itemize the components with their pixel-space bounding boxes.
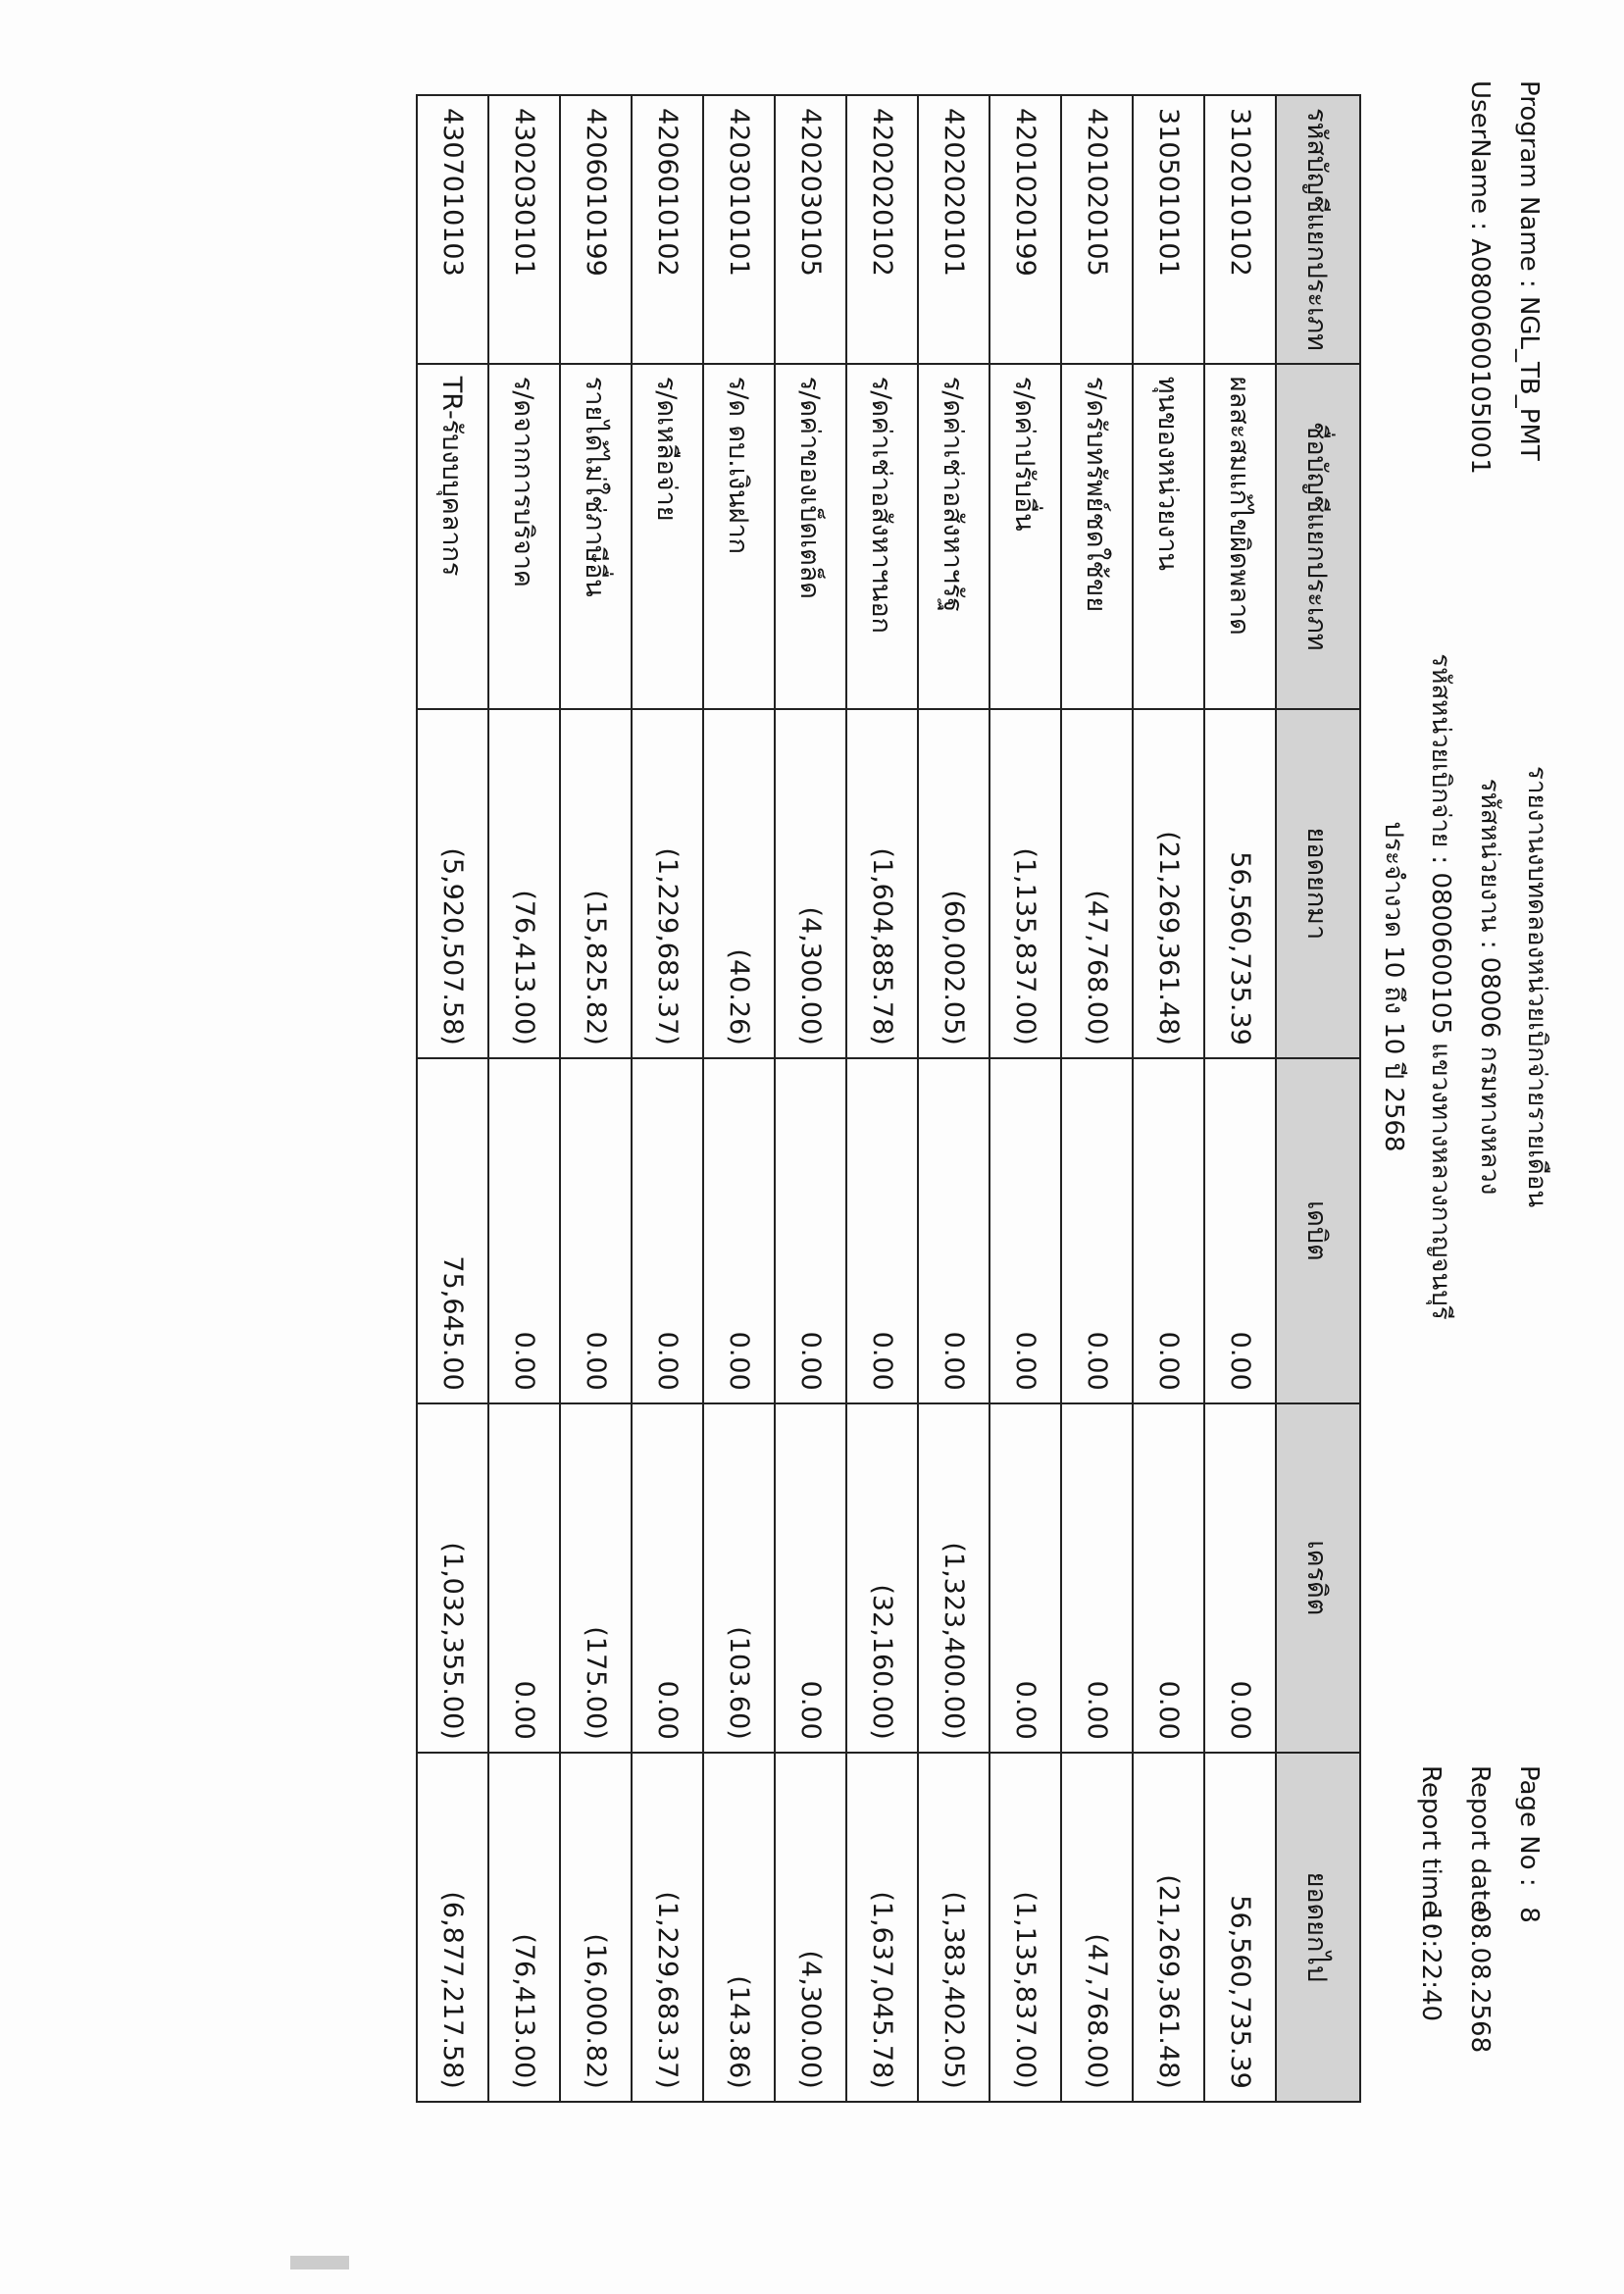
table-row — [1133, 95, 1204, 2102]
cell-code: 4206010199 — [560, 95, 632, 364]
cell-closing: (21,269,361.48) — [1133, 1753, 1204, 2102]
cell-credit: 0.00 — [775, 1403, 846, 1753]
user-name: UserName : A0800600105I001 — [1465, 80, 1495, 475]
cell-code: 4203010101 — [703, 95, 775, 364]
cell-code: 4307010103 — [417, 95, 488, 364]
cell-opening: (1,229,683.37) — [632, 709, 703, 1058]
cell-credit: 0.00 — [1061, 1403, 1133, 1753]
cell-credit: (1,032,355.00) — [417, 1403, 488, 1753]
cell-debit: 0.00 — [1061, 1058, 1133, 1403]
table-row — [1061, 95, 1133, 2102]
report-title: รายงานงบทดลองหน่วยเบิกจ่ายรายเดือน — [1522, 765, 1551, 1208]
cell-opening: (60,002.05) — [918, 709, 990, 1058]
cell-debit: 0.00 — [846, 1058, 918, 1403]
col-closing-balance: ยอดยกไป — [1276, 1753, 1360, 2102]
cell-name: ร/ดเหลือจ่าย — [632, 364, 703, 709]
cell-credit: 0.00 — [1133, 1403, 1204, 1753]
cell-code: 4201020105 — [1061, 95, 1133, 364]
table-row — [1204, 95, 1276, 2102]
cell-code: 3105010101 — [1133, 95, 1204, 364]
table-row — [417, 95, 488, 2102]
cell-code: 4302030101 — [488, 95, 560, 364]
cell-name: รายได้ไม่ใช่ภาษีอื่น — [560, 364, 632, 709]
cell-name: ทุนของหน่วยงาน — [1133, 364, 1204, 709]
time-value: 10:22:40 — [1416, 1907, 1446, 2022]
scan-mark — [290, 2256, 349, 2269]
cell-closing: (1,135,837.00) — [990, 1753, 1061, 2102]
col-debit: เดบิต — [1276, 1058, 1360, 1403]
program-name: Program Name : NGL_TB_PMT — [1514, 80, 1544, 461]
cell-debit: 75,645.00 — [417, 1058, 488, 1403]
disbursing-unit: รหัสหน่วยเบิกจ่าย : 0800600105 แขวงทางหลวงกาญจนบุรี — [1426, 653, 1455, 1320]
cell-code: 4202030105 — [775, 95, 846, 364]
cell-closing: (1,229,683.37) — [632, 1753, 703, 2102]
cell-debit: 0.00 — [1133, 1058, 1204, 1403]
date-value: 08.08.2568 — [1465, 1907, 1495, 2054]
report-date — [1465, 1765, 1495, 2053]
cell-opening: (1,135,837.00) — [990, 709, 1061, 1058]
cell-debit: 0.00 — [632, 1058, 703, 1403]
table-row — [703, 95, 775, 2102]
table-row — [775, 95, 846, 2102]
cell-opening: (5,920,507.58) — [417, 709, 488, 1058]
cell-credit: 0.00 — [1204, 1403, 1276, 1753]
cell-name: ผลสะสมแก้ไขผิดพลาด — [1204, 364, 1276, 709]
col-opening-balance: ยอดยกมา — [1276, 709, 1360, 1058]
cell-debit: 0.00 — [703, 1058, 775, 1403]
cell-credit: (32,160.00) — [846, 1403, 918, 1753]
cell-opening: (4,300.00) — [775, 709, 846, 1058]
cell-closing: (143.86) — [703, 1753, 775, 2102]
cell-debit: 0.00 — [990, 1058, 1061, 1403]
cell-code: 3102010102 — [1204, 95, 1276, 364]
cell-name: ร/ดค่าของเบ็ดเตล็ด — [775, 364, 846, 709]
page-label: Page No : — [1514, 1765, 1544, 1887]
cell-name: TR-รับงบบุคลากร — [417, 364, 488, 709]
cell-opening: (47,768.00) — [1061, 709, 1133, 1058]
cell-name: ร/ดรับทรัพย์ชดใช้ขย — [1061, 364, 1133, 709]
cell-closing: (16,000.82) — [560, 1753, 632, 2102]
cell-code: 4201020199 — [990, 95, 1061, 364]
time-label: Report time : — [1416, 1765, 1446, 1933]
table-body — [417, 95, 1276, 2102]
table-row — [632, 95, 703, 2102]
cell-credit: 0.00 — [632, 1403, 703, 1753]
cell-opening: (15,825.82) — [560, 709, 632, 1058]
page-value: 8 — [1514, 1907, 1544, 1923]
col-account-name: ชื่อบัญชีแยกประเภท — [1276, 364, 1360, 709]
cell-opening: (40.26) — [703, 709, 775, 1058]
cell-credit: (175.00) — [560, 1403, 632, 1753]
page-number — [1514, 1765, 1544, 1923]
cell-name: ร/ดค่าเช่าอสังหาฯรัฐ — [918, 364, 990, 709]
cell-credit: (1,323,400.00) — [918, 1403, 990, 1753]
table-header-row — [1276, 95, 1360, 2102]
cell-name: ร/ดจากการบริจาค — [488, 364, 560, 709]
cell-closing: (76,413.00) — [488, 1753, 560, 2102]
cell-name: ร/ดค่าปรับอื่น — [990, 364, 1061, 709]
cell-closing: (6,877,217.58) — [417, 1753, 488, 2102]
table-row — [990, 95, 1061, 2102]
cell-credit: (103.60) — [703, 1403, 775, 1753]
cell-name: ร/ด ดบ.เงินฝาก — [703, 364, 775, 709]
cell-opening: (1,604,885.78) — [846, 709, 918, 1058]
cell-closing: (1,383,402.05) — [918, 1753, 990, 2102]
date-label: Report date : — [1465, 1765, 1495, 1933]
agency-code: รหัสหน่วยงาน : 08006 กรมทางหลวง — [1475, 778, 1504, 1196]
cell-closing: 56,560,735.39 — [1204, 1753, 1276, 2102]
cell-opening: 56,560,735.39 — [1204, 709, 1276, 1058]
cell-code: 4202020101 — [918, 95, 990, 364]
cell-name: ร/ดค่าเช่าอสังหาฯนอก — [846, 364, 918, 709]
cell-code: 4206010102 — [632, 95, 703, 364]
cell-code: 4202020102 — [846, 95, 918, 364]
cell-debit: 0.00 — [775, 1058, 846, 1403]
col-credit: เครดิต — [1276, 1403, 1360, 1753]
report-time — [1416, 1765, 1446, 2021]
table-row — [846, 95, 918, 2102]
cell-debit: 0.00 — [918, 1058, 990, 1403]
report-period: ประจำงวด 10 ถึง 10 ปี 2568 — [1379, 821, 1408, 1152]
table-row — [560, 95, 632, 2102]
cell-closing: (1,637,045.78) — [846, 1753, 918, 2102]
cell-credit: 0.00 — [488, 1403, 560, 1753]
table-row — [918, 95, 990, 2102]
cell-credit: 0.00 — [990, 1403, 1061, 1753]
cell-debit: 0.00 — [560, 1058, 632, 1403]
cell-closing: (4,300.00) — [775, 1753, 846, 2102]
col-account-code: รหัสบัญชีแยกประเภท — [1276, 95, 1360, 364]
cell-debit: 0.00 — [488, 1058, 560, 1403]
cell-opening: (21,269,361.48) — [1133, 709, 1204, 1058]
trial-balance-table — [416, 94, 1361, 2103]
cell-opening: (76,413.00) — [488, 709, 560, 1058]
table-row — [488, 95, 560, 2102]
cell-closing: (47,768.00) — [1061, 1753, 1133, 2102]
cell-debit: 0.00 — [1204, 1058, 1276, 1403]
